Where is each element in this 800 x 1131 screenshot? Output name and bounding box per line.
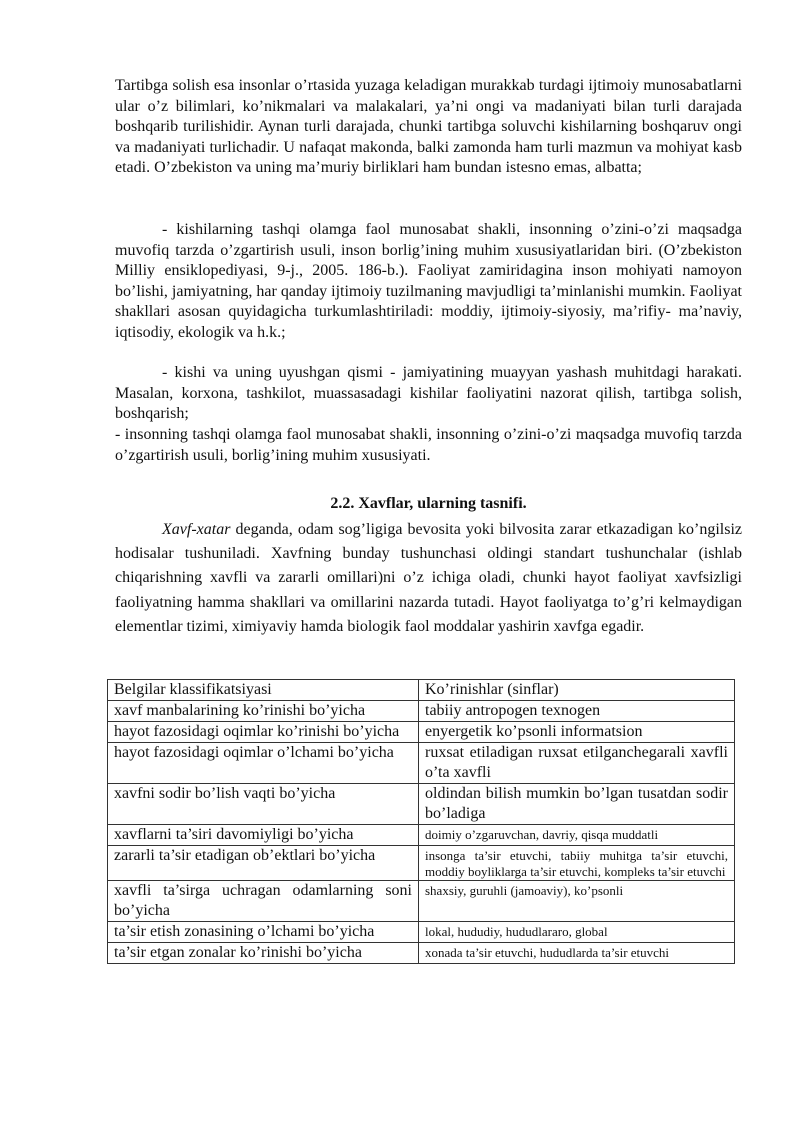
table-header-row	[108, 680, 735, 701]
table-cell: tabiiy antropogen texnogen	[419, 701, 735, 722]
table-cell: lokal, hududiy, hududlararo, global	[419, 922, 735, 943]
section-heading: 2.2. Xavflar, ularning tasnifi.	[330, 495, 527, 512]
table-cell: hayot fazosidagi oqimlar ko’rinishi bo’yicha	[108, 722, 419, 743]
paragraph-activity-form: - insonning tashqi olamga faol munosabat shakli, insonning o’zini-o’zi maqsadga muvofiq tarzda o’zgartirish usuli, borlig’ining muhim xususiyati.	[115, 426, 742, 464]
table-row	[108, 784, 735, 825]
table-row	[108, 825, 735, 846]
table-row	[108, 943, 735, 964]
table-row	[108, 743, 735, 784]
table-row	[108, 881, 735, 922]
table-row	[108, 722, 735, 743]
paragraph-regulation: Tartibga solish esa insonlar o’rtasida yuzaga keladigan murakkab turdagi ijtimoiy munosabatlarni ular o’z bilimlari, ko’nikmalari va malakalari, ya’ni ongi va madaniyati bilan turli darajada boshqarib turilishidir. Aynan turli darajada, chunki tartibga soluvchi kishilarning boshqaruv ongi va madaniyati turlichadir. U nafaqat makonda, balki zamonda ham turli mazmun va mohiyat kasb etadi. O’zbekiston va uning ma’muriy birliklari ham bundan istesno emas, albatta;	[115, 77, 742, 176]
table-row	[108, 846, 735, 881]
table-cell: xonada ta’sir etuvchi, hududlarda ta’sir etuvchi	[419, 943, 735, 964]
table-cell: hayot fazosidagi oqimlar o’lchami bo’yicha	[108, 743, 419, 784]
table-cell: ruxsat etiladigan ruxsat etilganchegarali xavfli o’ta xavfli	[419, 743, 735, 784]
table-cell: xavfni sodir bo’lish vaqti bo’yicha	[108, 784, 419, 825]
table-cell: enyergetik ko’psonli informatsion	[419, 722, 735, 743]
table-row	[108, 922, 735, 943]
table-cell: xavfli ta’sirga uchragan odamlarning soni bo’yicha	[108, 881, 419, 922]
table-cell: oldindan bilish mumkin bo’lgan tusatdan sodir bo’ladiga	[419, 784, 735, 825]
table-cell: ta’sir etgan zonalar ko’rinishi bo’yicha	[108, 943, 419, 964]
table-cell: xavflarni ta’siri davomiyligi bo’yicha	[108, 825, 419, 846]
section-paragraph	[115, 518, 742, 639]
table-cell: ta’sir etish zonasining o’lchami bo’yicha	[108, 922, 419, 943]
paragraph-activity-definition: - kishilarning tashqi olamga faol munosabat shakli, insonning o’zini-o’zi maqsadga muvofiq tarzda o’zgartirish usuli, inson borlig’ining muhim xususiyatlaridan biri. (O’zbekiston Milliy ensiklopediyasi, 9-j., 2005. 186-b.). Faoliyat zamiridagina inson mohiyati namoyon bo’lishi, jamiyatning, har qanday ijtimoiy tuzilmaning mavjudligi ta’minlanishi mumkin. Faoliyat shakllari asosan quyidagicha turkumlashtiriladi: moddiy, ijtimoiy-siyosiy, ma’rifiy- ma’naviy, iqtisodiy, ekologik va h.k.;	[115, 221, 742, 341]
classification-table	[107, 679, 735, 964]
table-cell: xavf manbalarining ko’rinishi bo’yicha	[108, 701, 419, 722]
term-emphasis: Xavf-xatar	[162, 521, 231, 538]
table-cell: doimiy o’zgaruvchan, davriy, qisqa muddatli	[419, 825, 735, 846]
table-cell: shaxsiy, guruhli (jamoaviy), ko’psonli	[419, 881, 735, 922]
section-body-text: deganda, odam sog’ligiga bevosita yoki bilvosita zarar etkazadigan ko’ngilsiz hodisalar tushuniladi. Xavfning bunday tushunchasi oldingi standart tushunchalar (ishlab chiqarishning xavfli va zararli omillari)ni o’z ichiga oladi, chunki hayot faoliyat xavfsizligi faoliyatning hamma shakllari va omillarini nazarda tutadi. Hayot faoliyatga to’g’ri kelmaydigan elementlar tizimi, ximiyaviy hamda biologik faol moddalar yashirin xavfga egadir.	[115, 521, 742, 635]
table-cell: zararli ta’sir etadigan ob’ektlari bo’yicha	[108, 846, 419, 881]
table-header-cell: Belgilar klassifikatsiyasi	[108, 680, 419, 701]
table-cell: insonga ta’sir etuvchi, tabiiy muhitga ta’sir etuvchi, moddiy boyliklarga ta’sir etuvchi, kompleks ta’sir etuvchi	[419, 846, 735, 881]
table-header-cell: Ko’rinishlar (sinflar)	[419, 680, 735, 701]
table-row	[108, 701, 735, 722]
paragraph-movement: - kishi va uning uyushgan qismi - jamiyatining muayyan yashash muhitdagi harakati. Masalan, korxona, tashkilot, muassasadagi kishilar faoliyatini nazorat qilish, tartibga solish, boshqarish;	[115, 364, 742, 422]
